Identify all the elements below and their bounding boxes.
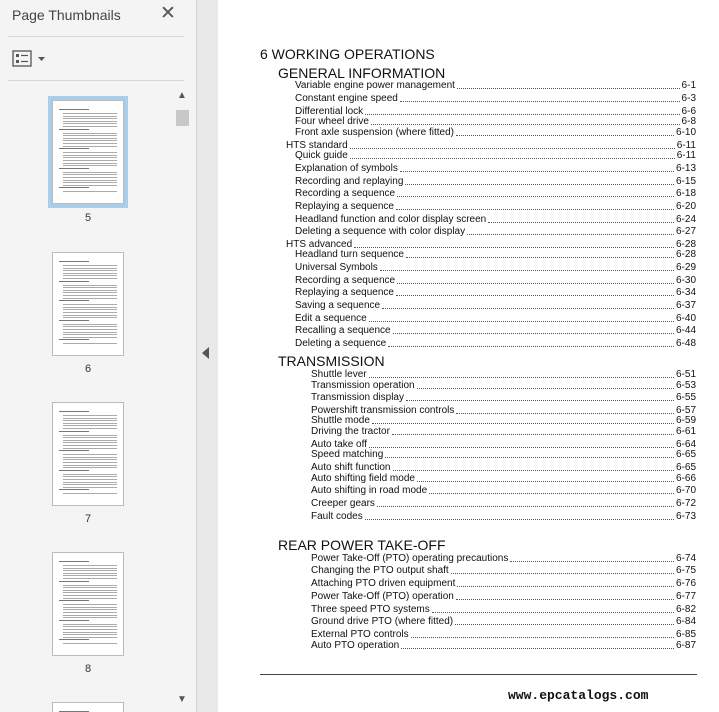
thumbnail-text-line bbox=[63, 265, 117, 266]
thumbnail-text-line bbox=[63, 273, 117, 274]
thumbnail-text-line bbox=[63, 565, 117, 566]
thumbnail-text-line bbox=[59, 129, 89, 130]
thumbnail-text-line bbox=[63, 174, 117, 175]
divider bbox=[8, 36, 184, 37]
toc-entry[interactable]: Auto shifting in road mode 6-70 bbox=[311, 485, 696, 496]
thumbnail-text-line bbox=[63, 457, 117, 458]
toc-entry[interactable]: Recording a sequence 6-18 bbox=[295, 188, 696, 199]
toc-entry[interactable]: Speed matching 6-65 bbox=[311, 449, 696, 460]
thumbnail-text-line bbox=[63, 292, 117, 293]
toc-entry[interactable]: Ground drive PTO (where fitted) 6-84 bbox=[311, 616, 696, 627]
toc-entry[interactable]: Attaching PTO driven equipment 6-76 bbox=[311, 578, 696, 589]
toc-entry[interactable]: Universal Symbols 6-29 bbox=[295, 262, 696, 273]
toc-entry[interactable]: Headland function and color display screen 6-24 bbox=[295, 214, 696, 225]
toc-entry[interactable]: Variable engine power management 6-1 bbox=[295, 80, 696, 91]
thumbnail-text-line bbox=[63, 157, 117, 158]
thumbnail-text-line bbox=[63, 493, 117, 494]
thumbnail-text-line bbox=[63, 604, 117, 605]
toc-entry[interactable]: Changing the PTO output shaft 6-75 bbox=[311, 565, 696, 576]
toc-entry[interactable]: Front axle suspension (where fitted) 6-10 bbox=[295, 127, 696, 138]
thumbnail-text-line bbox=[63, 437, 117, 438]
footer-rule bbox=[260, 674, 697, 675]
thumbnail-text-line bbox=[63, 629, 117, 630]
thumbnail-text-line bbox=[59, 581, 89, 582]
toc-entry[interactable]: External PTO controls 6-85 bbox=[311, 629, 696, 640]
thumbnail-text-line bbox=[63, 484, 117, 485]
thumbnail-text-line bbox=[63, 298, 117, 299]
thumbnail-text-line bbox=[63, 315, 117, 316]
thumbnail-text-line bbox=[63, 287, 117, 288]
thumbnail-text-line bbox=[63, 607, 117, 608]
collapse-left-icon bbox=[200, 346, 212, 360]
toc-entry[interactable]: Transmission operation 6-53 bbox=[311, 380, 696, 391]
thumbnail-text-line bbox=[59, 639, 89, 640]
toc-entry[interactable]: HTS advanced 6-28 bbox=[286, 239, 696, 250]
thumbnail-text-line bbox=[63, 418, 117, 419]
thumbnail-text-line bbox=[63, 332, 117, 333]
thumbnail-text-line bbox=[63, 180, 117, 181]
thumbnail-text-line bbox=[63, 334, 117, 335]
thumbnail-text-line bbox=[63, 568, 117, 569]
thumbnail-text-line bbox=[63, 585, 117, 586]
toc-entry[interactable]: Shuttle mode 6-59 bbox=[311, 415, 696, 426]
thumbnail-text-line bbox=[63, 123, 117, 124]
toc-entry[interactable]: Power Take-Off (PTO) operating precautions 6-74 bbox=[311, 553, 696, 564]
thumbnail-text-line bbox=[63, 278, 117, 279]
thumbnail-text-line bbox=[59, 300, 89, 301]
thumbnail-text-line bbox=[59, 600, 89, 601]
thumbnail-text-line bbox=[63, 163, 117, 164]
thumbnail-text-line bbox=[63, 307, 117, 308]
thumbnail-text-line bbox=[63, 590, 117, 591]
thumbnail-text-line bbox=[63, 285, 117, 286]
thumbnail-text-line bbox=[63, 609, 117, 610]
chapter-title: 6 WORKING OPERATIONS bbox=[260, 46, 435, 62]
toc-entry[interactable]: Fault codes 6-73 bbox=[311, 511, 696, 522]
thumbnail-text-line bbox=[63, 420, 117, 421]
thumbnail-text-line bbox=[63, 172, 117, 173]
thumbnail-text-line bbox=[63, 268, 117, 269]
thumbnail-text-line bbox=[63, 595, 117, 596]
thumbnail-text-line bbox=[63, 448, 117, 449]
thumbnail-text-line bbox=[63, 632, 117, 633]
thumbnail-text-line bbox=[63, 138, 117, 139]
thumbnail-text-line bbox=[63, 442, 117, 443]
thumbnail-text-line bbox=[63, 324, 117, 325]
thumbnail-text-line bbox=[63, 624, 117, 625]
scrollbar-thumb[interactable] bbox=[176, 110, 189, 126]
thumbnail-text-line bbox=[63, 191, 117, 192]
toc-entry[interactable]: Headland turn sequence 6-28 bbox=[295, 249, 696, 260]
panel-title: Page Thumbnails bbox=[12, 7, 121, 23]
thumbnail-text-line bbox=[63, 160, 117, 161]
thumbnail-page-5[interactable] bbox=[52, 100, 124, 204]
thumbnail-text-line bbox=[63, 143, 117, 144]
footer-watermark: www.epcatalogs.com bbox=[508, 688, 649, 703]
thumbnail-text-line bbox=[63, 617, 117, 618]
thumbnail-text-line bbox=[59, 320, 89, 321]
thumbnail-text-line bbox=[63, 118, 117, 119]
thumbnail-options-button[interactable] bbox=[12, 50, 48, 68]
thumbnail-text-line bbox=[63, 454, 117, 455]
thumbnail-text-line bbox=[59, 561, 89, 562]
thumbnail-text-line bbox=[59, 339, 89, 340]
section-title: GENERAL INFORMATION bbox=[278, 65, 446, 81]
toc-entry[interactable]: Four wheel drive 6-8 bbox=[295, 116, 696, 127]
document-page bbox=[218, 0, 719, 712]
thumbnail-text-line bbox=[59, 168, 89, 169]
thumbnail-text-line bbox=[63, 140, 117, 141]
thumbnail-text-line bbox=[63, 474, 117, 475]
toc-entry[interactable]: Transmission display 6-55 bbox=[311, 392, 696, 403]
thumbnail-text-line bbox=[63, 329, 117, 330]
thumbnail-text-line bbox=[63, 155, 117, 156]
thumbnail-text-line bbox=[63, 116, 117, 117]
toc-entry[interactable]: Auto take off 6-64 bbox=[311, 439, 696, 450]
thumbnail-text-line bbox=[63, 445, 117, 446]
thumbnail-label: 7 bbox=[84, 513, 92, 525]
toc-entry[interactable]: Deleting a sequence with color display 6-27 bbox=[295, 226, 696, 237]
toc-entry[interactable]: Shuttle lever 6-51 bbox=[311, 369, 696, 380]
section-title: REAR POWER TAKE-OFF bbox=[278, 537, 446, 553]
thumbnail-text-line bbox=[63, 309, 117, 310]
thumbnail-text-line bbox=[59, 281, 89, 282]
thumbnail-text-line bbox=[63, 152, 117, 153]
thumbnail-text-line bbox=[63, 423, 117, 424]
thumbnail-text-line bbox=[63, 113, 117, 114]
page-thumbnails-panel bbox=[0, 0, 197, 712]
thumbnail-text-line bbox=[63, 573, 117, 574]
thumbnail-text-line bbox=[63, 415, 117, 416]
thumbnail-text-line bbox=[59, 148, 89, 149]
thumbnail-text-line bbox=[63, 462, 117, 463]
toc-entry[interactable]: Constant engine speed 6-3 bbox=[295, 93, 696, 104]
collapse-panel-button[interactable] bbox=[200, 346, 212, 360]
thumbnail-page-6[interactable] bbox=[52, 252, 124, 356]
thumbnail-label: 6 bbox=[84, 363, 92, 375]
toc-entry[interactable]: Replaying a sequence 6-34 bbox=[295, 287, 696, 298]
thumbnail-text-line bbox=[63, 185, 117, 186]
thumbnail-label: 8 bbox=[84, 663, 92, 675]
toc-entry[interactable]: Quick guide 6-11 bbox=[295, 150, 696, 161]
thumbnail-text-line bbox=[63, 626, 117, 627]
thumbnail-text-line bbox=[59, 450, 89, 451]
thumbnail-text-line bbox=[63, 304, 117, 305]
thumbnail-page-8[interactable] bbox=[52, 552, 124, 656]
thumbnail-text-line bbox=[59, 431, 89, 432]
thumbnail-text-line bbox=[63, 290, 117, 291]
thumbnail-text-line bbox=[63, 126, 117, 127]
thumbnail-text-line bbox=[59, 620, 89, 621]
thumbnail-text-line bbox=[63, 615, 117, 616]
thumbnail-text-line bbox=[59, 411, 89, 412]
thumbnail-text-line bbox=[63, 575, 117, 576]
toc-entry[interactable]: Saving a sequence 6-37 bbox=[295, 300, 696, 311]
thumbnail-text-line bbox=[63, 343, 117, 344]
divider bbox=[8, 80, 184, 81]
toc-entry[interactable]: Auto PTO operation 6-87 bbox=[311, 640, 696, 651]
thumbnail-text-line bbox=[63, 592, 117, 593]
thumbnail-text-line bbox=[63, 637, 117, 638]
toc-entry[interactable]: Deleting a sequence 6-48 bbox=[295, 338, 696, 349]
thumbnail-text-line bbox=[63, 317, 117, 318]
toc-entry[interactable]: HTS standard 6-11 bbox=[286, 140, 696, 151]
thumbnail-text-line bbox=[59, 109, 89, 110]
thumbnail-text-line bbox=[63, 270, 117, 271]
thumbnail-text-line bbox=[63, 146, 117, 147]
thumbnail-text-line bbox=[63, 295, 117, 296]
thumbnail-options-icon bbox=[12, 50, 48, 68]
thumbnail-text-line bbox=[63, 121, 117, 122]
thumbnail-text-line bbox=[63, 634, 117, 635]
thumbnail-text-line bbox=[63, 440, 117, 441]
close-icon[interactable]: ✕ bbox=[160, 3, 176, 24]
scroll-down-icon[interactable]: ▼ bbox=[177, 694, 187, 705]
thumbnail-text-line bbox=[63, 598, 117, 599]
toc-entry[interactable]: Three speed PTO systems 6-82 bbox=[311, 604, 696, 615]
toc-entry[interactable]: Driving the tractor 6-61 bbox=[311, 426, 696, 437]
thumbnail-list bbox=[0, 82, 174, 712]
thumbnail-text-line bbox=[63, 165, 117, 166]
thumbnail-text-line bbox=[63, 133, 117, 134]
thumbnail-text-line bbox=[63, 177, 117, 178]
toc-entry[interactable]: Recording a sequence 6-30 bbox=[295, 275, 696, 286]
thumbnail-text-line bbox=[63, 425, 117, 426]
thumbnail-text-line bbox=[63, 337, 117, 338]
toc-entry[interactable]: Recalling a sequence 6-44 bbox=[295, 325, 696, 336]
thumbnail-text-line bbox=[63, 578, 117, 579]
thumbnail-text-line bbox=[63, 643, 117, 644]
toc-entry[interactable]: Differential lock 6-6 bbox=[295, 106, 696, 117]
thumbnail-text-line bbox=[63, 435, 117, 436]
toc-entry[interactable]: Edit a sequence 6-40 bbox=[295, 313, 696, 324]
section-title: TRANSMISSION bbox=[278, 353, 385, 369]
thumbnail-text-line bbox=[59, 187, 89, 188]
thumbnail-text-line bbox=[63, 587, 117, 588]
thumbnail-text-line bbox=[63, 476, 117, 477]
toc-entry[interactable]: Replaying a sequence 6-20 bbox=[295, 201, 696, 212]
thumbnail-text-line bbox=[63, 482, 117, 483]
thumbnail-text-line bbox=[63, 428, 117, 429]
toc-entry[interactable]: Auto shift function 6-65 bbox=[311, 462, 696, 473]
toc-entry[interactable]: Power Take-Off (PTO) operation 6-77 bbox=[311, 591, 696, 602]
thumbnail-page-9[interactable] bbox=[52, 702, 124, 712]
thumbnail-text-line bbox=[59, 261, 89, 262]
thumbnail-text-line bbox=[63, 326, 117, 327]
toc-entry[interactable]: Recording and replaying 6-15 bbox=[295, 176, 696, 187]
thumbnail-text-line bbox=[63, 487, 117, 488]
toc-entry[interactable]: Powershift transmission controls 6-57 bbox=[311, 405, 696, 416]
scroll-up-icon[interactable]: ▲ bbox=[177, 90, 187, 101]
thumbnail-text-line bbox=[59, 489, 89, 490]
toc-entry[interactable]: Explanation of symbols 6-13 bbox=[295, 163, 696, 174]
thumbnail-text-line bbox=[63, 465, 117, 466]
thumbnail-page-7[interactable] bbox=[52, 402, 124, 506]
thumbnail-text-line bbox=[63, 135, 117, 136]
thumbnail-scrollbar[interactable] bbox=[174, 90, 190, 712]
toc-entry[interactable]: Auto shifting field mode 6-66 bbox=[311, 473, 696, 484]
thumbnail-text-line bbox=[63, 467, 117, 468]
thumbnail-text-line bbox=[63, 459, 117, 460]
thumbnail-text-line bbox=[63, 275, 117, 276]
thumbnail-text-line bbox=[63, 182, 117, 183]
thumbnail-text-line bbox=[63, 570, 117, 571]
toc-entry[interactable]: Creeper gears 6-72 bbox=[311, 498, 696, 509]
thumbnail-label: 5 bbox=[84, 212, 92, 224]
thumbnail-text-line bbox=[63, 612, 117, 613]
thumbnail-text-line bbox=[63, 479, 117, 480]
thumbnail-text-line bbox=[63, 312, 117, 313]
thumbnail-text-line bbox=[59, 470, 89, 471]
